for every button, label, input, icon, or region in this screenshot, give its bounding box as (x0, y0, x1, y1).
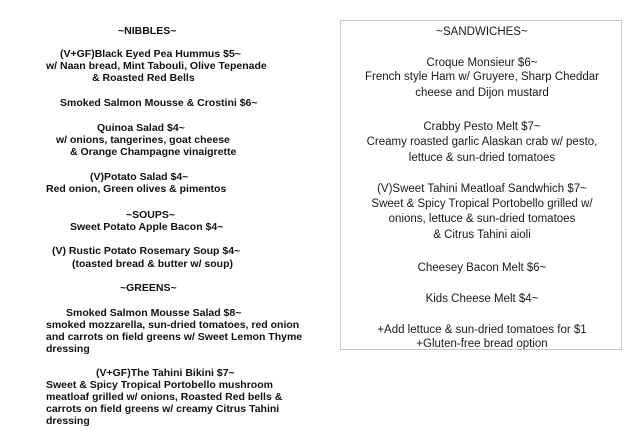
menu-item-description: & Roasted Red Bells (92, 72, 195, 84)
menu-item-title: Sweet Potato Apple Bacon $4~ (70, 221, 224, 233)
menu-item-description: dressing (46, 343, 90, 355)
menu-item-title: (V)Sweet Tahini Meatloaf Sandwhich $7~ (377, 183, 587, 195)
menu-item-description: and carrots on field greens w/ Sweet Lemon Thyme (46, 331, 303, 343)
menu-item-title: (V)Potato Salad $4~ (90, 171, 189, 183)
menu-item-description: cheese and Dijon mustard (415, 87, 549, 99)
sandwiches-box (340, 20, 622, 350)
menu-item-description: onions, lettuce & sun-dried tomatoes (388, 213, 576, 225)
menu-item-description: & Citrus Tahini aioli (433, 229, 531, 241)
menu-item-description: lettuce & sun-dried tomatoes (408, 152, 556, 164)
menu-item-title: Kids Cheese Melt $4~ (425, 293, 539, 305)
add-on-note: +Add lettuce & sun-dried tomatoes for $1 (377, 324, 587, 336)
menu-item-description: smoked mozzarella, sun-dried tomatoes, red onion (46, 319, 300, 331)
menu-item-title: (V+GF)The Tahini Bikini $7~ (96, 367, 235, 379)
greens-heading: ~GREENS~ (120, 282, 177, 294)
menu-item-description: w/ onions, tangerines, goat cheese (56, 134, 230, 146)
menu-item-description: Sweet & Spicy Tropical Portobello mushroom (46, 379, 273, 391)
menu-item-title: Cheesey Bacon Melt $6~ (417, 262, 547, 274)
menu-item-description: French style Ham w/ Gruyere, Sharp Cheddar (365, 71, 599, 83)
nibbles-heading: ~NIBBLES~ (118, 25, 177, 37)
menu-item-title: Croque Monsieur $6~ (426, 57, 538, 69)
menu-item-description: & Orange Champagne vinaigrette (70, 146, 237, 158)
menu-item-description: w/ Naan bread, Mint Tabouli, Olive Tepenade (46, 60, 267, 72)
menu-item-title: (V+GF)Black Eyed Pea Hummus $5~ (60, 48, 241, 60)
menu-item-title: Smoked Salmon Mousse & Crostini $6~ (60, 97, 258, 109)
menu-item-description: carrots on field greens w/ creamy Citrus Tahini (46, 403, 280, 415)
menu-item-description: meatloaf grilled w/ onions, Roasted Red bells & (46, 391, 283, 403)
menu-item-description: Sweet & Spicy Tropical Portobello grilled w/ (371, 198, 593, 210)
menu-item-description: dressing (46, 415, 90, 427)
menu-item-description: (toasted bread & butter w/ soup) (72, 258, 234, 270)
menu-item-title: Crabby Pesto Melt $7~ (423, 121, 541, 133)
menu-item-title: (V) Rustic Potato Rosemary Soup $4~ (52, 245, 241, 257)
menu-item-description: Red onion, Green olives & pimentos (46, 183, 227, 195)
gluten-free-note: +Gluten-free bread option (416, 338, 548, 350)
sandwiches-heading: ~SANDWICHES~ (436, 26, 528, 38)
menu-item-title: Quinoa Salad $4~ (97, 122, 185, 134)
soups-heading: ~SOUPS~ (126, 209, 176, 221)
menu-item-title: Smoked Salmon Mousse Salad $8~ (66, 307, 242, 319)
menu-item-description: Creamy roasted garlic Alaskan crab w/ pesto, (366, 136, 598, 148)
